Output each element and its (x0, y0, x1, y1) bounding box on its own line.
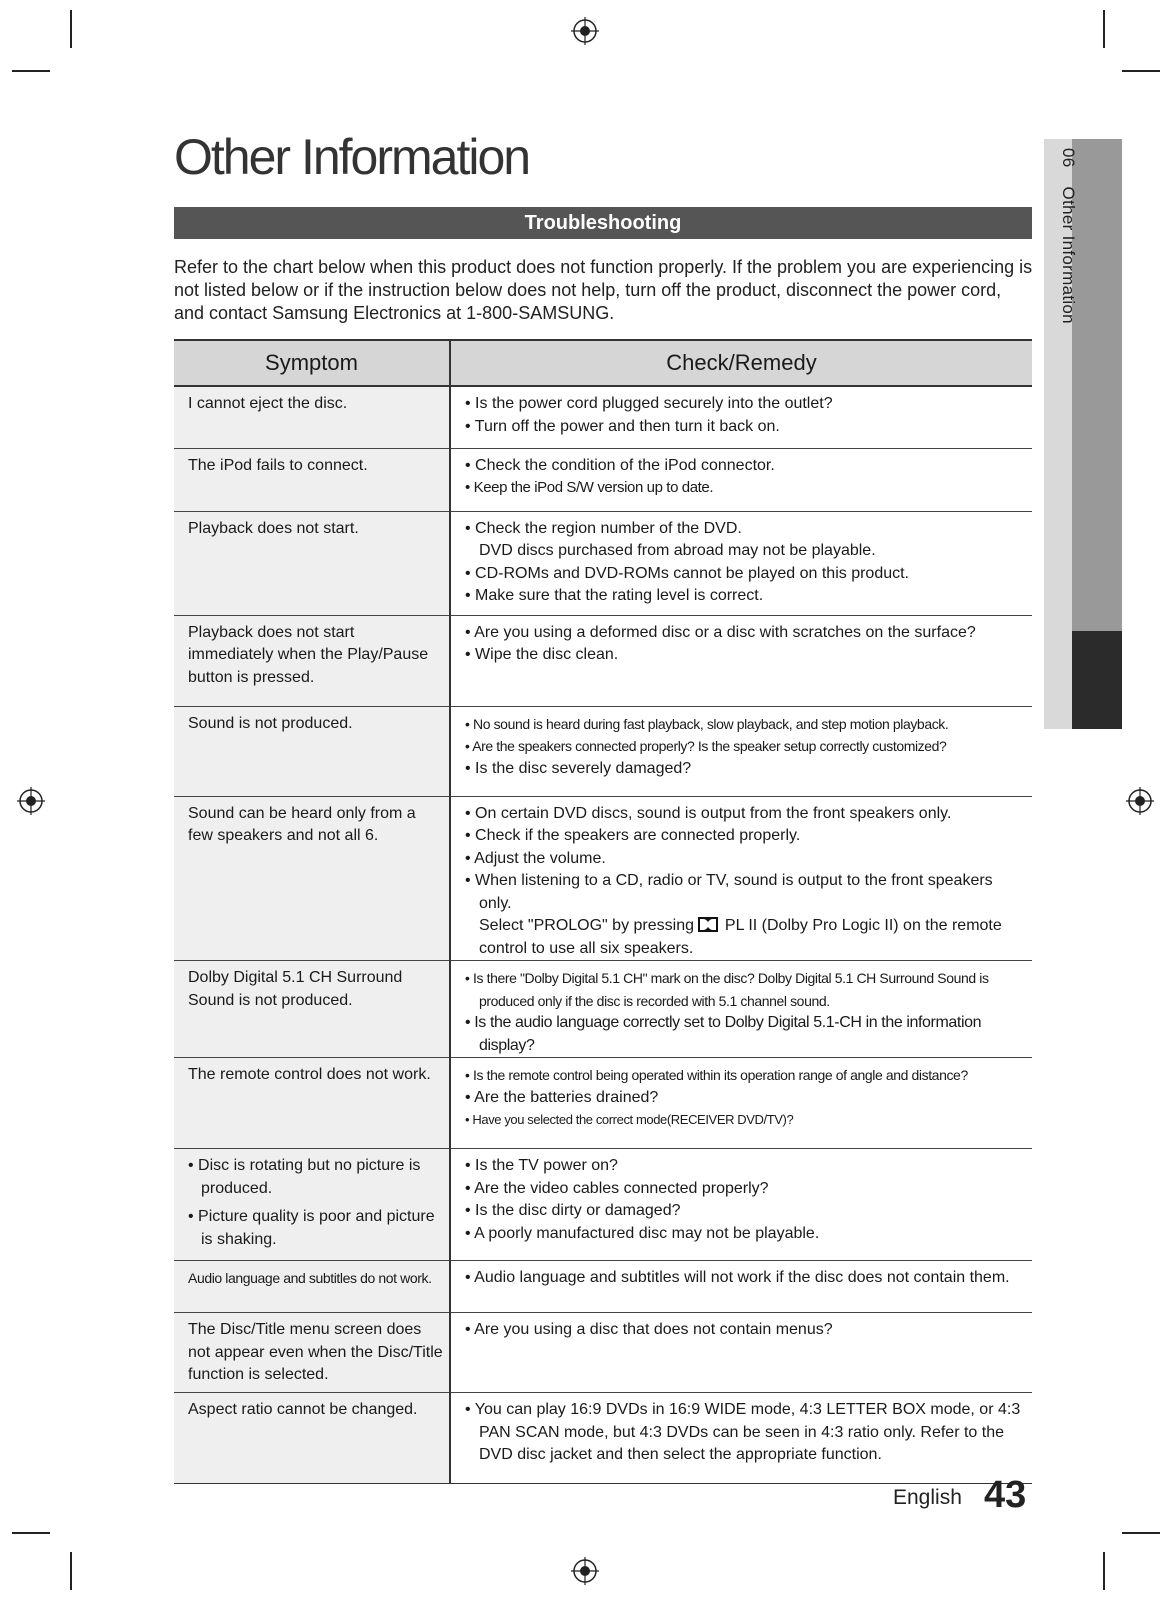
table-row (174, 448, 1032, 511)
table-row (174, 1393, 1032, 1484)
page-title: Other Information (174, 129, 530, 185)
remedy-cell: • Check the condition of the iPod connector. • Keep the iPod S/W version up to date. (450, 448, 1032, 511)
table-row (174, 386, 1032, 448)
table-row (174, 1149, 1032, 1261)
symptom-cell: The Disc/Title menu screen does not appear even when the Disc/Title function is selected. (174, 1313, 450, 1393)
symptom-cell: The remote control does not work. (174, 1058, 450, 1149)
symptom-cell: Playback does not start. (174, 511, 450, 615)
crop-mark (70, 1552, 72, 1590)
table-row (174, 511, 1032, 615)
symptom-cell: Sound is not produced. (174, 706, 450, 796)
table-row (174, 1313, 1032, 1393)
table-row (174, 1058, 1032, 1149)
remedy-cell: • Is the TV power on? • Are the video cables connected properly? • Is the disc dirty or damaged? • A poorly manufactured disc may not be playable. (450, 1149, 1032, 1261)
symptom-cell: Sound can be heard only from a few speakers and not all 6. (174, 796, 450, 961)
remedy-cell: • No sound is heard during fast playback, slow playback, and step motion playback. • Are the speakers connected properly? Is the speaker setup correctly customized? • Is the disc severely damaged? (450, 706, 1032, 796)
crop-mark (1122, 70, 1160, 72)
registration-mark-icon (17, 787, 45, 815)
table-row (174, 961, 1032, 1058)
remedy-cell: • Is the remote control being operated within its operation range of angle and distance? • Are the batteries drained? • Have you selected the correct mode(RECEIVER DVD/TV)? (450, 1058, 1032, 1149)
side-tab-marker (1072, 631, 1122, 729)
crop-mark (1103, 1552, 1105, 1590)
crop-mark (1122, 1532, 1160, 1534)
page-number: 43 (984, 1474, 1027, 1516)
remedy-header: Check/Remedy (450, 340, 1032, 386)
chapter-number: 06 (1059, 148, 1078, 168)
side-tab-band (1072, 139, 1122, 631)
troubleshooting-table (174, 339, 1032, 1484)
symptom-cell: Dolby Digital 5.1 CH Surround Sound is not produced. (174, 961, 450, 1058)
crop-mark (12, 1532, 50, 1534)
registration-mark-icon (571, 17, 599, 45)
remedy-cell: • On certain DVD discs, sound is output from the front speakers only. • Check if the speakers are connected properly. • Adjust the volume. • When listening to a CD, radio or TV, sound is output to the front speakers only. Select "PROLOG" by pressing PL II (Dolby Pro Logic II) on the remote control to use all six speakers. (450, 796, 1032, 961)
registration-mark-icon (571, 1557, 599, 1585)
dolby-logo-icon (698, 917, 718, 932)
chapter-name: Other Information (1059, 186, 1078, 324)
table-row (174, 1261, 1032, 1313)
remedy-cell: • You can play 16:9 DVDs in 16:9 WIDE mode, 4:3 LETTER BOX mode, or 4:3 PAN SCAN mode, but 4:3 DVDs can be seen in 4:3 ratio only. Refer to the DVD disc jacket and then select the appropriate function. (450, 1393, 1032, 1484)
remedy-cell: • Is the power cord plugged securely into the outlet? • Turn off the power and then turn it back on. (450, 386, 1032, 448)
side-tab-label (1058, 148, 1078, 324)
table-row (174, 615, 1032, 706)
remedy-cell: • Are you using a deformed disc or a disc with scratches on the surface? • Wipe the disc clean. (450, 615, 1032, 706)
symptom-header: Symptom (174, 340, 450, 386)
footer-language: English (893, 1486, 962, 1509)
registration-mark-icon (1126, 787, 1154, 815)
remedy-cell: • Check the region number of the DVD. DVD discs purchased from abroad may not be playable. • CD-ROMs and DVD-ROMs cannot be played on this product. • Make sure that the rating level is correct. (450, 511, 1032, 615)
symptom-cell: Audio language and subtitles do not work. (174, 1261, 450, 1313)
crop-mark (1103, 10, 1105, 48)
symptom-cell: The iPod fails to connect. (174, 448, 450, 511)
table-row (174, 796, 1032, 961)
intro-paragraph: Refer to the chart below when this product does not function properly. If the problem you are experiencing is not listed below or if the instruction below does not help, turn off the product, disconnect the power cord, and contact Samsung Electronics at 1-800-SAMSUNG. (174, 257, 1033, 323)
remedy-cell: • Is there "Dolby Digital 5.1 CH" mark on the disc? Dolby Digital 5.1 CH Surround Sound is produced only if the disc is recorded with 5.1 channel sound. • Is the audio language correctly set to Dolby Digital 5.1-CH in the information display? (450, 961, 1032, 1058)
section-header: Troubleshooting (174, 207, 1032, 239)
remedy-cell: • Audio language and subtitles will not work if the disc does not contain them. (450, 1261, 1032, 1313)
symptom-cell: I cannot eject the disc. (174, 386, 450, 448)
symptom-cell: • Disc is rotating but no picture is produced. • Picture quality is poor and picture is shaking. (174, 1149, 450, 1261)
symptom-cell: Playback does not start immediately when the Play/Pause button is pressed. (174, 615, 450, 706)
remedy-cell: • Are you using a disc that does not contain menus? (450, 1313, 1032, 1393)
crop-mark (70, 10, 72, 48)
table-row (174, 706, 1032, 796)
table-header-row (174, 340, 1032, 386)
symptom-cell: Aspect ratio cannot be changed. (174, 1393, 450, 1484)
crop-mark (12, 70, 50, 72)
